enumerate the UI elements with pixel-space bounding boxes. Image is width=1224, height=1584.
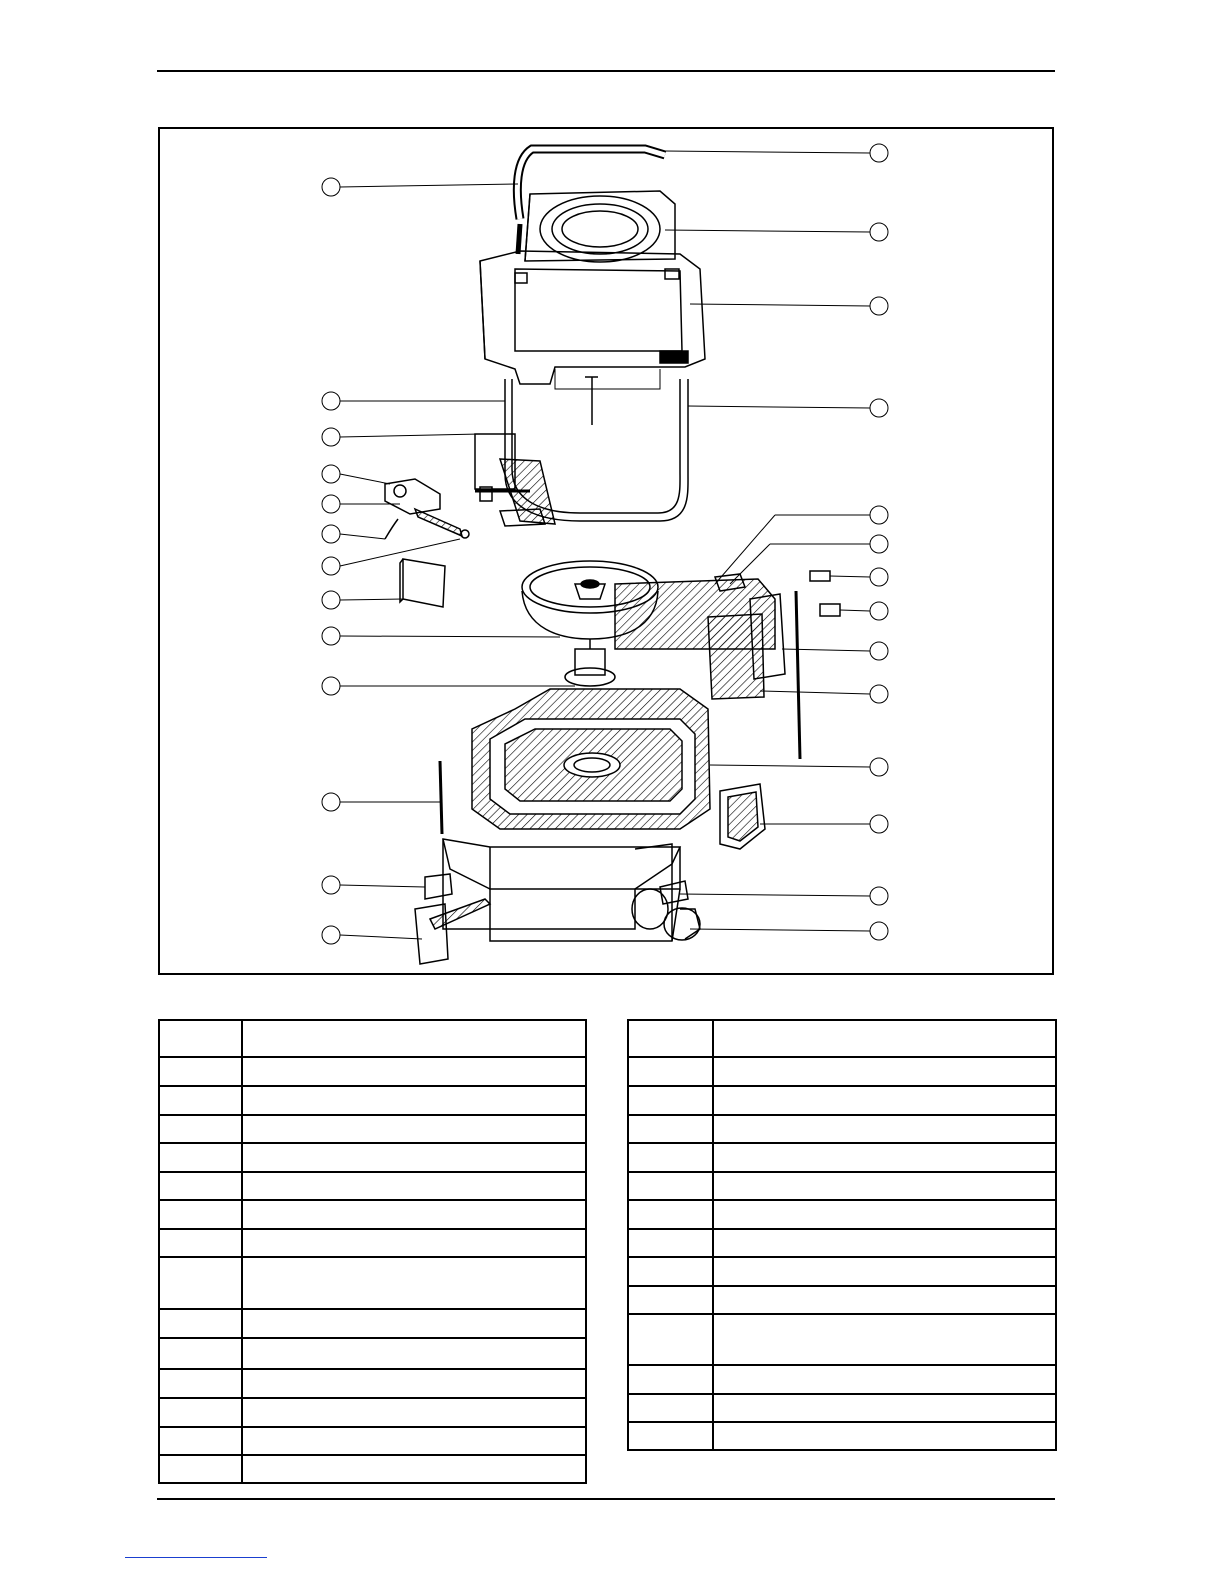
table-row bbox=[628, 1229, 1056, 1257]
part-name-cell bbox=[242, 1143, 586, 1172]
table-row bbox=[628, 1394, 1056, 1422]
drain-duct bbox=[664, 908, 700, 940]
part-name-cell bbox=[713, 1057, 1056, 1086]
part-number-cell bbox=[159, 1057, 242, 1086]
callout-left-6 bbox=[322, 525, 340, 543]
table-row bbox=[159, 1229, 586, 1257]
part-name-cell bbox=[713, 1229, 1056, 1257]
part-number-cell bbox=[159, 1172, 242, 1200]
callout-left-12 bbox=[322, 876, 340, 894]
footer-link-underline[interactable] bbox=[125, 1557, 267, 1558]
part-name-cell bbox=[242, 1020, 586, 1057]
part-name-cell bbox=[242, 1172, 586, 1200]
part-name-cell bbox=[713, 1143, 1056, 1172]
callout-left-5 bbox=[322, 495, 340, 513]
table-row bbox=[159, 1338, 586, 1369]
part-number-cell bbox=[159, 1398, 242, 1427]
part-name-cell bbox=[713, 1115, 1056, 1143]
part-name-cell bbox=[242, 1257, 586, 1309]
callout-right-4 bbox=[870, 399, 888, 417]
callout-left-1 bbox=[322, 178, 340, 196]
part-name-cell bbox=[713, 1394, 1056, 1422]
table-row bbox=[628, 1257, 1056, 1286]
callout-right-5 bbox=[870, 506, 888, 524]
callout-right-1 bbox=[870, 144, 888, 162]
part-name-cell bbox=[242, 1369, 586, 1398]
drain-pan bbox=[472, 689, 710, 829]
exploded-view-diagram bbox=[158, 127, 1054, 975]
exploded-parts bbox=[385, 149, 840, 964]
callout-left-11 bbox=[322, 793, 340, 811]
part-number-cell bbox=[628, 1257, 713, 1286]
callout-left-3 bbox=[322, 428, 340, 446]
table-row bbox=[159, 1369, 586, 1398]
table-row bbox=[159, 1057, 586, 1086]
cabinet-frame bbox=[480, 251, 705, 384]
sensor-assembly bbox=[385, 479, 469, 539]
table-header-row bbox=[628, 1020, 1056, 1057]
table-row bbox=[628, 1086, 1056, 1115]
callout-left-2 bbox=[322, 392, 340, 410]
table-row bbox=[159, 1086, 586, 1115]
part-number-cell bbox=[159, 1143, 242, 1172]
top-rule bbox=[157, 70, 1055, 72]
part-number-cell bbox=[159, 1455, 242, 1483]
part-name-cell bbox=[242, 1309, 586, 1338]
table-row bbox=[159, 1115, 586, 1143]
pipe-assembly bbox=[475, 434, 555, 526]
part-number-cell bbox=[628, 1286, 713, 1314]
table-row bbox=[628, 1057, 1056, 1086]
part-number-cell bbox=[159, 1086, 242, 1115]
callout-left-8 bbox=[322, 591, 340, 609]
part-name-cell bbox=[242, 1455, 586, 1483]
table-row bbox=[159, 1427, 586, 1455]
table-row bbox=[159, 1200, 586, 1229]
table-row bbox=[159, 1172, 586, 1200]
part-number-cell bbox=[159, 1427, 242, 1455]
part-name-cell bbox=[242, 1427, 586, 1455]
callout-left-13 bbox=[322, 926, 340, 944]
part-number-cell bbox=[159, 1020, 242, 1057]
part-number-cell bbox=[628, 1172, 713, 1200]
table-row bbox=[628, 1286, 1056, 1314]
part-name-cell bbox=[242, 1229, 586, 1257]
part-number-cell bbox=[628, 1020, 713, 1057]
table-header-row bbox=[159, 1020, 586, 1057]
table-row bbox=[159, 1309, 586, 1338]
part-name-cell bbox=[713, 1200, 1056, 1229]
part-name-cell bbox=[713, 1257, 1056, 1286]
part-number-cell bbox=[159, 1200, 242, 1229]
part-number-cell bbox=[159, 1229, 242, 1257]
part-name-cell bbox=[242, 1200, 586, 1229]
table-row bbox=[628, 1143, 1056, 1172]
callout-right-10 bbox=[870, 685, 888, 703]
callout-left-4 bbox=[322, 465, 340, 483]
callout-right-9 bbox=[870, 642, 888, 660]
part-number-cell bbox=[628, 1229, 713, 1257]
callout-right-14 bbox=[870, 922, 888, 940]
part-number-cell bbox=[628, 1086, 713, 1115]
callout-right-3 bbox=[870, 297, 888, 315]
part-name-cell bbox=[713, 1365, 1056, 1394]
fan-motor bbox=[565, 639, 615, 686]
part-number-cell bbox=[159, 1338, 242, 1369]
callout-right-8 bbox=[870, 602, 888, 620]
table-row bbox=[159, 1455, 586, 1483]
callout-right-7 bbox=[870, 568, 888, 586]
callout-left-7 bbox=[322, 557, 340, 575]
table-row bbox=[159, 1398, 586, 1427]
corner-piece bbox=[720, 784, 765, 849]
part-name-cell bbox=[242, 1338, 586, 1369]
table-row bbox=[628, 1422, 1056, 1450]
parts-table-right bbox=[627, 1019, 1057, 1451]
part-name-cell bbox=[713, 1422, 1056, 1450]
part-number-cell bbox=[628, 1394, 713, 1422]
filter-card bbox=[400, 559, 445, 607]
part-number-cell bbox=[628, 1365, 713, 1394]
table-row bbox=[628, 1172, 1056, 1200]
table-row bbox=[628, 1200, 1056, 1229]
part-number-cell bbox=[628, 1422, 713, 1450]
callout-right-6 bbox=[870, 535, 888, 553]
callout-right-2 bbox=[870, 223, 888, 241]
part-number-cell bbox=[159, 1115, 242, 1143]
part-number-cell bbox=[628, 1314, 713, 1365]
part-name-cell bbox=[713, 1314, 1056, 1365]
part-name-cell bbox=[242, 1057, 586, 1086]
bottom-rule bbox=[157, 1498, 1055, 1500]
part-name-cell bbox=[713, 1020, 1056, 1057]
part-name-cell bbox=[713, 1086, 1056, 1115]
callout-right-13 bbox=[870, 887, 888, 905]
callout-right-12 bbox=[870, 815, 888, 833]
part-number-cell bbox=[628, 1143, 713, 1172]
part-number-cell bbox=[628, 1057, 713, 1086]
table-row bbox=[159, 1143, 586, 1172]
part-name-cell bbox=[242, 1115, 586, 1143]
callout-left-9 bbox=[322, 627, 340, 645]
parts-table-left bbox=[158, 1019, 587, 1484]
part-name-cell bbox=[242, 1398, 586, 1427]
table-row bbox=[628, 1115, 1056, 1143]
callout-left-10 bbox=[322, 677, 340, 695]
part-number-cell bbox=[628, 1115, 713, 1143]
table-row bbox=[628, 1314, 1056, 1365]
part-name-cell bbox=[713, 1172, 1056, 1200]
cable-top bbox=[517, 149, 665, 254]
part-name-cell bbox=[242, 1086, 586, 1115]
part-number-cell bbox=[159, 1369, 242, 1398]
mounting-brackets bbox=[415, 874, 688, 964]
callout-right-11 bbox=[870, 758, 888, 776]
part-number-cell bbox=[628, 1200, 713, 1229]
part-number-cell bbox=[159, 1257, 242, 1309]
table-row bbox=[628, 1365, 1056, 1394]
table-row bbox=[159, 1257, 586, 1309]
part-number-cell bbox=[159, 1309, 242, 1338]
part-name-cell bbox=[713, 1286, 1056, 1314]
